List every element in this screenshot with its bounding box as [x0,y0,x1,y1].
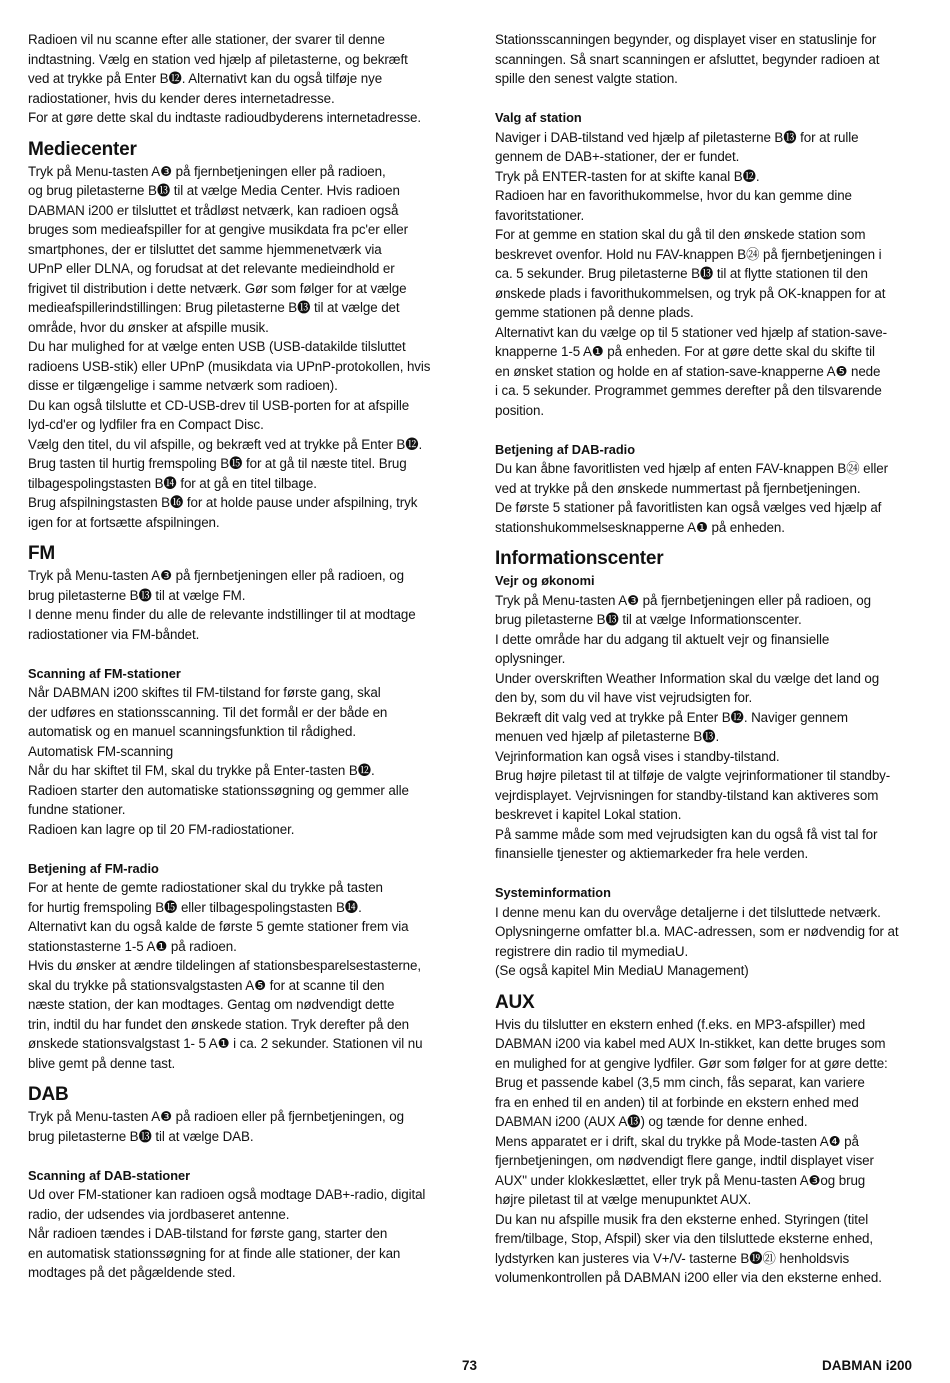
paragraph [495,903,915,981]
text-line: område, hvor du ønsker at afspille musik. [28,319,269,335]
text-line: På samme måde som med vejrudsigten kan du også få vist tal for [495,826,878,842]
text-line: Du kan åbne favoritlisten ved hjælp af enten FAV-knappen B㉔ eller [495,461,888,476]
text-line: I denne menu finder du alle de relevante indstillinger til at modtage [28,607,416,622]
text-line: i ca. 5 sekunder. Programmet gemmes derefter på den tilsvarende [495,383,882,398]
text-line: volumenkontrollen på DABMAN i200 eller via den eksterne enhed. [495,1270,882,1285]
text-line: UPnP eller DLNA, og forudsat at det relevante medieindhold er [28,261,395,276]
text-line: I dette område har du adgang til aktuelt vejr og finansielle [495,631,830,647]
text-line: Du har mulighed for at vælge enten USB (USB-datakilde tilsluttet [28,339,406,354]
text-line: fundne stationer. [28,802,126,817]
text-line: Radioen kan lagre op til 20 FM-radiostationer. [28,821,295,837]
text-line: beskrevet i kapitel Lokal station. [495,807,682,822]
text-line: frem/tilbage, Stop, Afspil) sker via den tilsluttede eksterne enhed, [495,1231,874,1246]
text-line: position. [495,402,544,418]
left-column [28,30,460,1283]
text-line: en automatisk stationssøgning for at finde alle stationer, der kan [28,1245,401,1261]
paragraph [495,128,915,421]
text-line: ca. 5 sekunder. Brug piletasterne B⓭ til at flytte stationen til den [495,266,868,281]
text-line: fra en enhed til en anden) til at forbinde en ekstern enhed med [495,1094,859,1110]
text-line: brug piletasterne B⓭ til at vælge FM. [28,587,246,603]
text-line: Vejrinformation kan også vises i standby-tilstand. [495,748,780,764]
text-line: lydstyrken kan justeres via V+/V- tasterne B⓳㉑ henholdsvis [495,1250,850,1266]
text-line: Når DABMAN i200 skiftes til FM-tilstand for første gang, skal [28,685,381,700]
text-line: skal du trykke på stationsvalgstasten A❺ for at scanne til den [28,977,385,993]
text-line: den by, som du vil have vist vejrudsigten for. [495,690,753,705]
text-line: Tryk på Menu-tasten A❸ på fjernbetjeningen eller på radioen, og [495,592,871,608]
text-line: frigivet til distribution i dette netværk. Gør som følger for at vælge [28,280,407,296]
paragraph [495,30,915,89]
text-line: stationstasterne 1-5 A❶ på radioen. [28,938,237,954]
text-line: Brug højre piletast til at tilføje de valgte vejrinformationer til standby- [495,768,891,783]
text-line: spille den senest valgte station. [495,71,678,86]
text-line: Oplysningerne omfatter bl.a. MAC-adressen, som er nødvendig for at [495,924,899,939]
text-line: lyd-cd'er og lydfiler fra en Compact Disc. [28,417,264,432]
text-line: blive gemt på denne tast. [28,1055,176,1071]
text-line: modtages på det pågældende sted. [28,1265,236,1280]
text-line: trin, indtil du har fundet den ønskede station. Tryk derefter på den [28,1016,410,1032]
text-line: stationshukommelsesknapperne A❶ på enheden. [495,519,785,535]
text-line: DABMAN i200 (AUX A⓭) og tænde for denne enhed. [495,1114,808,1129]
text-line: for hurtig fremspoling B⓯ eller tilbagespolingstasten B⓮. [28,899,362,915]
text-line: Ud over FM-stationer kan radioen også modtage DAB+-radio, digital [28,1187,426,1202]
section-heading-fm: FM [28,543,56,564]
text-line: DABMAN i200 via kabel med AUX In-stikket, kan dette bruges som [495,1036,886,1051]
subheading-valg-af-station: Valg af station [495,110,582,125]
text-line: ved at trykke på Enter B⓬. Alternativt kan du også tilføje nye [28,71,383,86]
text-line: automatisk og en manuel scanningsfunktion til rådighed. [28,724,356,739]
text-line: Brug afspilningstasten B⓰ for at holde pause under afspilning, tryk [28,495,418,510]
text-line: disse er tilgængelige i samme netværk som radioen). [28,378,338,393]
text-line: For at gøre dette skal du indtaste radioudbyderens internetadresse. [28,110,422,125]
text-line: knapperne 1-5 A❶ på enheden. For at gøre dette skal du skifte til [495,344,875,359]
right-column [495,30,915,1288]
text-line: medieafspillerindstillingen: Brug piletasterne B⓭ til at vælge det [28,300,400,315]
paragraph [495,459,915,537]
text-line: Hvis du ønsker at ændre tildelingen af stationsbesparelsestasterne, [28,958,421,973]
text-line: der udføres en stationsscanning. Til det formål er der både en [28,704,388,720]
text-line: Mens apparatet er i drift, skal du trykke på Mode-tasten A❹ på [495,1133,859,1149]
text-line: radiostationer, hvis du kender deres internetadresse. [28,90,335,106]
text-line: beskrevet ovenfor. Hold nu FAV-knappen B㉔ på fjernbetjeningen i [495,246,882,262]
section-heading-informationscenter: Informationscenter [495,548,664,569]
section-heading-dab: DAB [28,1084,69,1105]
text-line: næste station, der kan modtages. Gentag om nødvendigt dette [28,997,395,1012]
text-line: højre piletast til at vælge menupunktet AUX. [495,1192,752,1207]
text-line: For at hente de gemte radiostationer skal du trykke på tasten [28,880,383,895]
text-line: finansielle tjenester og aktiemarkeder fra hele verden. [495,846,809,861]
text-line: Når radioen tændes i DAB-tilstand for første gang, starter den [28,1226,388,1241]
text-line: fjernbetjeningen, om nødvendigt flere gange, indtil displayet viser [495,1153,874,1168]
text-line: Tryk på ENTER-tasten for at skifte kanal B⓬. [495,168,760,184]
text-line: Naviger i DAB-tilstand ved hjælp af piletasterne B⓭ for at rulle [495,129,859,145]
paragraph [495,591,915,864]
text-line: Stationsscanningen begynder, og displayet viser en statuslinje for [495,32,877,47]
text-line: bruges som medieafspiller for at gengive musikdata fra pc'er eller [28,222,409,237]
section-heading-aux: AUX [495,991,535,1013]
text-line: Når du har skiftet til FM, skal du trykke på Enter-tasten B⓬. [28,763,375,778]
subheading-scanning-af-dab-stationer: Scanning af DAB-stationer [28,1167,191,1183]
page-number: 73 [462,1358,478,1373]
text-line: ønskede plads i favorithukommelsen, og tryk på OK-knappen for at [495,285,886,301]
paragraph [28,683,460,839]
text-line: ved at trykke på den ønskede nummertast på fjernbetjeningen. [495,480,861,496]
paragraph [28,566,460,644]
section-heading-mediecenter: Mediecenter [28,138,137,160]
text-line: For at gemme en station skal du gå til den ønskede station som [495,227,866,242]
subheading-betjening-af-dab-radio: Betjening af DAB-radio [495,441,636,457]
text-line: en mulighed for at gengive lydfiler. Gør som følger for at gøre dette: [495,1055,888,1071]
text-line: Du kan også tilslutte et CD-USB-drev til USB-porten for at afspille [28,397,410,413]
text-line: (Se også kapitel Min MediaU Management) [495,963,749,978]
text-line: Bekræft dit valg ved at trykke på Enter B⓬. Naviger gennem [495,709,848,725]
text-line: I denne menu kan du overvåge detaljerne i det tilsluttede netværk. [495,904,881,920]
text-line: Under overskriften Weather Information skal du vælge det land og [495,670,880,686]
text-line: menuen ved hjælp af piletasterne B⓭. [495,729,720,744]
paragraph [28,162,460,533]
text-line: De første 5 stationer på favoritlisten kan også vælges ved hjælp af [495,500,882,515]
paragraph [495,1015,915,1288]
text-line: favoritstationer. [495,207,585,223]
text-line: Automatisk FM-scanning [28,743,174,759]
text-line: Tryk på Menu-tasten A❸ på radioen eller på fjernbetjeningen, og [28,1109,404,1124]
text-line: gennem de DAB+-stationer, der er fundet. [495,149,740,164]
text-line: en ønsket station og holde en af station-save-knapperne A❺ nede [495,363,881,379]
paragraph [28,30,460,128]
text-line: Radioen starter den automatiske stationssøgning og gemmer alle [28,782,409,798]
text-line: Radioen vil nu scanne efter alle stationer, der svarer til denne [28,32,385,47]
text-line: Tryk på Menu-tasten A❸ på fjernbetjeningen eller på radioen, og [28,568,404,583]
text-line: scanningen. Så snart scanningen er afsluttet, begynder radioen at [495,51,880,67]
text-line: Brug et passende kabel (3,5 mm cinch, fås separat, kan variere [495,1075,865,1090]
text-line: smartphones, der er tilsluttet det samme hjemmenetværk via [28,241,382,257]
paragraph [28,1107,460,1146]
subheading-systeminformation: Systeminformation [495,885,611,900]
text-line: oplysninger. [495,651,566,666]
text-line: DABMAN i200 er tilsluttet et trådløst netværk, kan radioen også [28,202,399,218]
text-line: AUX" under klokkeslættet, eller tryk på Menu-tasten A❸og brug [495,1172,866,1188]
text-line: Radioen har en favorithukommelse, hvor du kan gemme dine [495,188,852,203]
text-line: gemme stationen på denne plads. [495,305,694,320]
paragraph [28,1185,460,1283]
text-line: registrere din radio til mymediaU. [495,943,689,959]
text-line: indtastning. Vælg en station ved hjælp af piletasterne, og bekræft [28,51,408,67]
text-line: igen for at fortsætte afspilningen. [28,514,220,530]
text-line: og brug piletasterne B⓭ til at vælge Media Center. Hvis radioen [28,183,400,198]
text-line: radiostationer via FM-båndet. [28,626,200,642]
text-line: radio, der udsendes via jordbaseret antenne. [28,1206,290,1222]
paragraph [28,878,460,1073]
subheading-scanning-af-fm-stationer: Scanning af FM-stationer [28,665,181,681]
text-line: radioens USB-stik) eller UPnP (musikdata via UPnP-protokollen, hvis [28,358,431,374]
text-line: brug piletasterne B⓭ til at vælge Informationscenter. [495,612,802,627]
text-line: Brug tasten til hurtig fremspoling B⓯ for at gå til næste titel. Brug [28,456,407,471]
text-line: tilbagespolingstasten B⓮ for at gå en titel tilbage. [28,475,317,491]
text-line: Alternativt kan du også kalde de første 5 gemte stationer frem via [28,919,409,934]
text-line: Vælg den titel, du vil afspille, og bekræft ved at trykke på Enter B⓬. [28,436,423,452]
text-line: Tryk på Menu-tasten A❸ på fjernbetjeningen eller på radioen, [28,163,386,179]
text-line: vejrdisplayet. Vejrvisningen for standby-tilstand kan aktiveres som [495,787,879,803]
text-line: brug piletasterne B⓭ til at vælge DAB. [28,1128,254,1144]
subheading-betjening-af-fm-radio: Betjening af FM-radio [28,860,159,876]
brand-name: DABMAN i200 [821,1358,912,1373]
text-line: ønskede stationsvalgstast 1- 5 A❶ i ca. 2 sekunder. Stationen vil nu [28,1036,423,1051]
subheading-vejr-og-okonomi: Vejr og økonomi [495,573,595,588]
text-line: Du kan nu afspille musik fra den eksterne enhed. Styringen (titel [495,1211,869,1227]
text-line: Alternativt kan du vælge op til 5 stationer ved hjælp af station-save- [495,324,887,340]
text-line: Hvis du tilslutter en ekstern enhed (f.eks. en MP3-afspiller) med [495,1016,866,1032]
